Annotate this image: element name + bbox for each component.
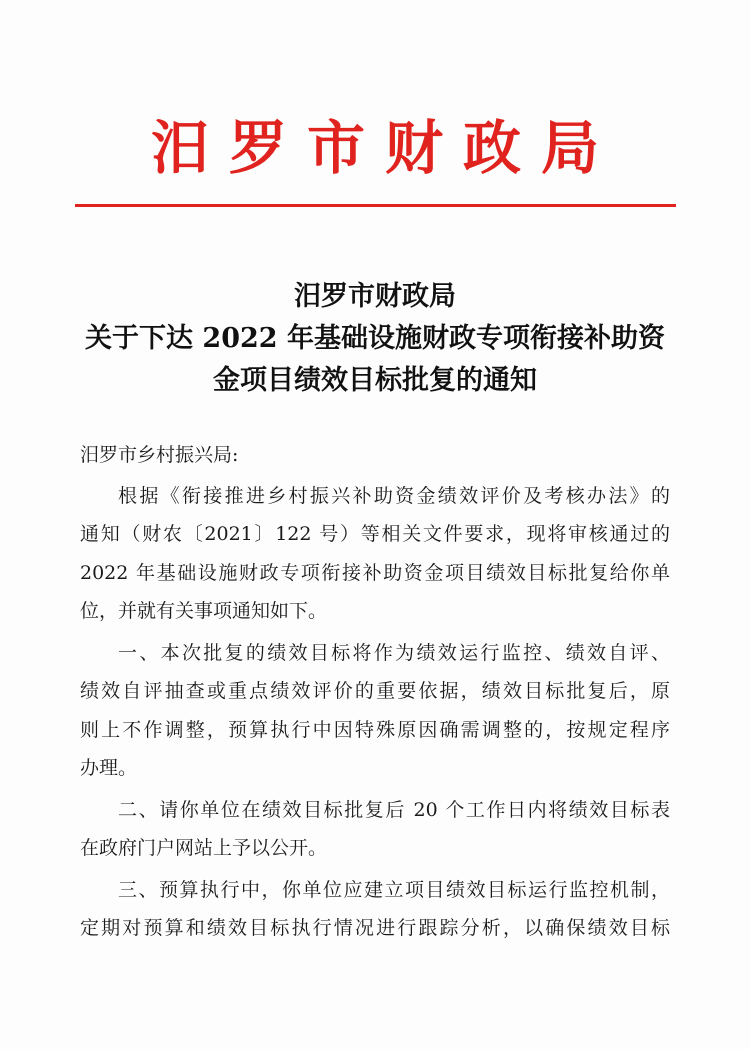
- agency-masthead: 汨罗市财政局: [150, 114, 619, 182]
- paragraph-line: 2022 年基础设施财政专项衔接补助资金项目绩效目标批复给你单: [80, 561, 670, 584]
- document-title: [60, 276, 690, 402]
- masthead-red-rule: [75, 204, 676, 207]
- title-line-1: 汨罗市财政局: [294, 281, 456, 312]
- title-line-3: 金项目绩效目标批复的通知: [213, 365, 537, 396]
- paragraph-1: [80, 477, 670, 631]
- paragraph-line: 则上不作调整，预算执行中因特殊原因确需调整的，按规定程序: [80, 718, 670, 741]
- paragraph-line: 三、预算执行中，你单位应建立项目绩效目标运行监控机制，: [118, 878, 670, 901]
- paragraph-line: 定期对预算和绩效目标执行情况进行跟踪分析，以确保绩效目标: [80, 917, 670, 939]
- title-line-2: 关于下达 2022 年基础设施财政专项衔接补助资: [85, 323, 665, 354]
- paragraph-4: [80, 871, 670, 948]
- paragraph-line: 办理。: [80, 757, 138, 779]
- paragraph-2: [80, 634, 670, 788]
- paragraph-3: [80, 791, 670, 868]
- document-body: [80, 436, 670, 948]
- paragraph-line: 在政府门户网站上予以公开。: [80, 837, 328, 859]
- paragraph-line: 位，并就有关事项通知如下。: [80, 600, 328, 622]
- paragraph-line: 绩效自评抽查或重点绩效评价的重要依据，绩效目标批复后，原: [80, 680, 670, 702]
- paragraph-line: 通知（财农〔2021〕122 号）等相关文件要求，现将审核通过的: [80, 523, 670, 545]
- salutation: 汨罗市乡村振兴局:: [80, 444, 239, 466]
- paragraph-line: 一、本次批复的绩效目标将作为绩效运行监控、绩效自评、: [118, 641, 670, 664]
- paragraph-line: 二、请你单位在绩效目标批复后 20 个工作日内将绩效目标表: [118, 798, 670, 821]
- paragraph-line: 根据《衔接推进乡村振兴补助资金绩效评价及考核办法》的: [118, 484, 670, 507]
